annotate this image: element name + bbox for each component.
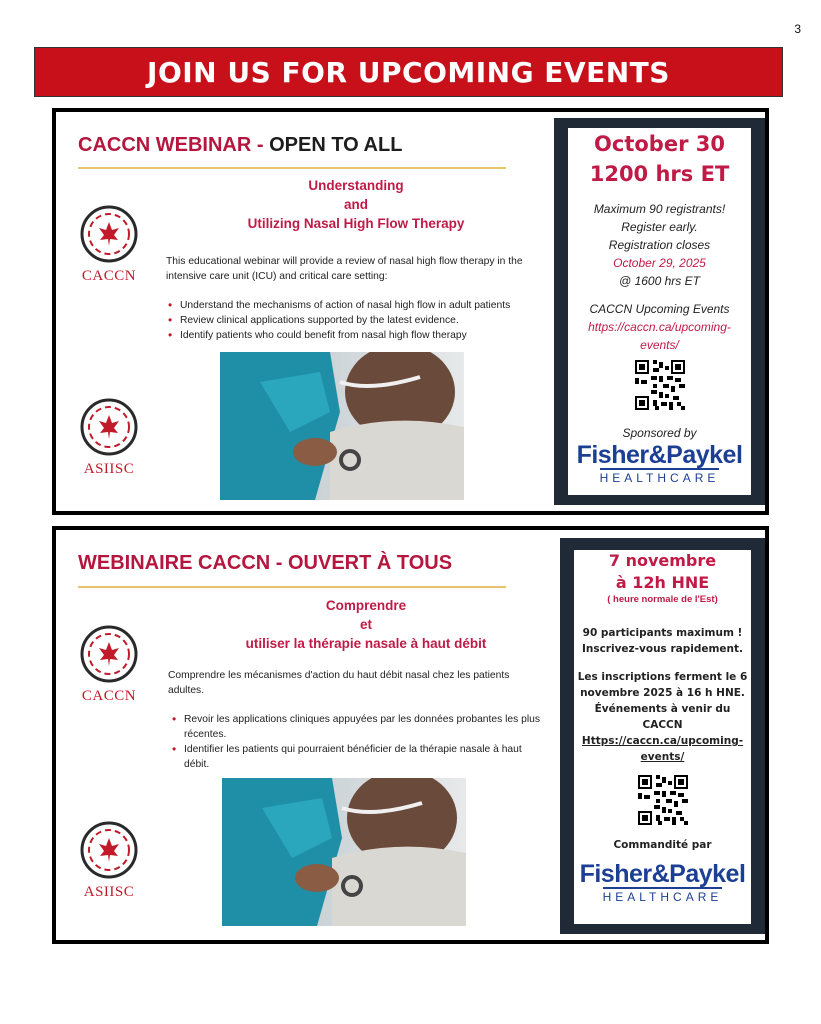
fp-wordmark: Fisher&Paykel [579, 860, 746, 888]
event-sidebar-fr [560, 538, 765, 934]
fisher-paykel-logo [574, 861, 751, 906]
logo-name: ASIISC [83, 884, 135, 900]
asiisc-logo [76, 397, 142, 478]
webinar-subtitle-fr [196, 596, 536, 653]
english-webinar-card [52, 108, 769, 515]
close-time: @ 1600 hrs ET [619, 274, 700, 288]
sponsor-label-fr: Commandité par [613, 839, 712, 851]
title-dark: OPEN TO ALL [269, 134, 403, 156]
nurse-patient-photo [222, 778, 466, 926]
list-item: • Review clinical applications supported by the latest evidence. [166, 313, 546, 328]
subtitle-line: Utilizing Nasal High Flow Therapy [247, 216, 465, 231]
fp-wordmark: Fisher&Paykel [576, 441, 743, 469]
events-label: CACCN Upcoming Events [589, 302, 730, 316]
card-title [78, 134, 402, 157]
banner-title: JOIN US FOR UPCOMING EVENTS [147, 55, 670, 89]
events-link-fr-cont[interactable]: events/ [640, 751, 685, 763]
participant-limit: 90 participants maximum ! [582, 627, 743, 639]
subtitle-line: and [343, 197, 368, 212]
events-link-cont[interactable]: events/ [640, 338, 679, 352]
fp-subtitle: HEALTHCARE [600, 468, 720, 485]
event-time: 1200 hrs ET [589, 162, 730, 186]
caccn-emblem-icon [79, 204, 139, 264]
event-sidebar [554, 118, 765, 505]
register-early: Register early. [621, 220, 698, 234]
qr-code-icon[interactable] [635, 360, 685, 410]
event-details [568, 128, 751, 495]
gold-divider [78, 586, 506, 588]
events-label-fr: Événements à venir du CACCN [594, 703, 731, 731]
objective-list [166, 298, 546, 343]
webinar-subtitle [206, 176, 506, 233]
page-number: 3 [794, 22, 801, 36]
gold-divider [78, 167, 506, 169]
objective-list-fr [170, 712, 542, 772]
list-item: • Understand the mechanisms of action of nasal high flow in adult patients [166, 298, 546, 313]
asiisc-emblem-icon [79, 820, 139, 880]
logo-name: ASIISC [83, 461, 135, 477]
list-item: • Identify patients who could benefit from nasal high flow therapy [166, 328, 546, 343]
registration-closes-fr: Les inscriptions ferment le 6 novembre 2025 à 16 h HNE. [577, 671, 748, 699]
list-item: • Identifier les patients qui pourraient bénéficier de la thérapie nasale à haut débit. [170, 742, 542, 772]
registration-closes: Registration closes [608, 238, 711, 252]
qr-code-icon[interactable] [638, 775, 688, 825]
caccn-emblem-icon [79, 624, 139, 684]
subtitle-line: et [359, 617, 372, 632]
close-date: October 29, 2025 [613, 256, 706, 270]
french-webinar-card [52, 526, 769, 944]
events-banner [34, 47, 783, 97]
event-date: October 30 [594, 132, 725, 156]
subtitle-line: utiliser la thérapie nasale à haut débit [245, 636, 487, 651]
sponsor-label: Sponsored by [622, 426, 697, 440]
register-quickly: Inscrivez-vous rapidement. [581, 643, 744, 655]
event-date-fr: 7 novembre [608, 551, 717, 570]
event-details-fr [574, 550, 751, 924]
fisher-paykel-logo [568, 442, 751, 487]
subtitle-line: Understanding [308, 178, 404, 193]
registrant-limit: Maximum 90 registrants! [593, 202, 726, 216]
asiisc-emblem-icon [79, 397, 139, 457]
nurse-patient-photo [220, 352, 464, 500]
asiisc-logo [76, 820, 142, 901]
webinar-description-fr: Comprendre les mécanismes d'action du haut débit nasal chez les patients adultes. [168, 670, 510, 696]
title-red: CACCN WEBINAR - [78, 134, 270, 156]
title-red-fr: WEBINAIRE CACCN - OUVERT À TOUS [78, 552, 453, 574]
card-title-fr [78, 552, 452, 575]
timezone-note: ( heure normale de l'Est) [607, 594, 718, 605]
fp-subtitle: HEALTHCARE [603, 887, 723, 904]
webinar-description: This educational webinar will provide a review of nasal high flow therapy in the intensive care unit (ICU) and critical care setting: [166, 256, 523, 282]
caccn-logo [76, 204, 142, 285]
caccn-logo [76, 624, 142, 705]
logo-name: CACCN [81, 688, 137, 704]
list-item: • Revoir les applications cliniques appuyées par les données probantes les plus récentes. [170, 712, 542, 742]
event-time-fr: à 12h HNE [615, 573, 710, 592]
logo-name: CACCN [81, 268, 137, 284]
events-link-fr[interactable]: Https://caccn.ca/upcoming- [581, 735, 744, 747]
subtitle-line: Comprendre [325, 598, 407, 613]
events-link[interactable]: https://caccn.ca/upcoming- [588, 320, 731, 334]
